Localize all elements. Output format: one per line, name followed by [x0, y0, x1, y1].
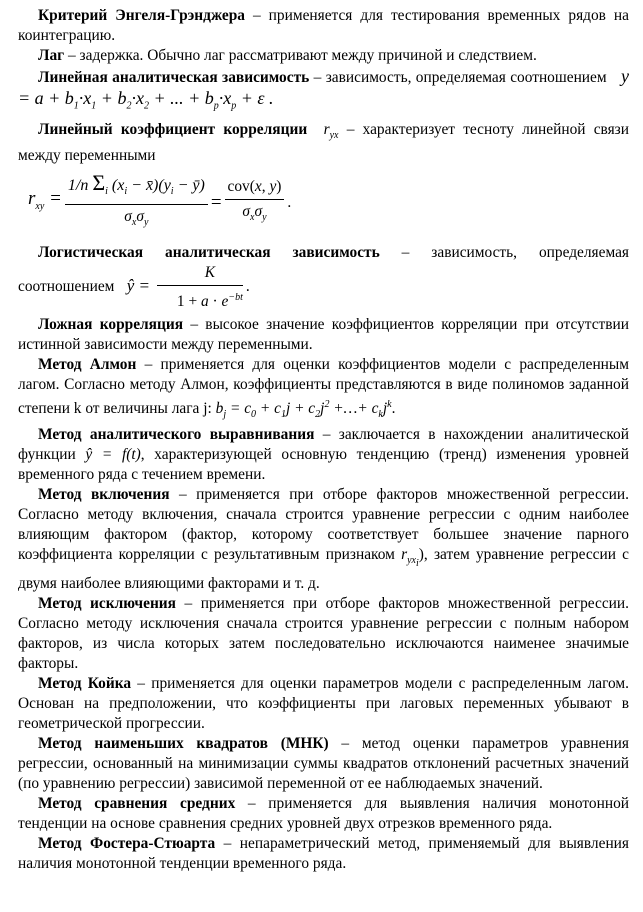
correlation-formula: $r_{xy}$ = 1/n $\Sigma_i$ ($x_i$ − $x̄)(y_i$ − ȳ) $\sigma_x\sigma_y$ = cov(x, y) $\sigma_x\sigma_y$ .	[18, 166, 629, 240]
definition: – заключается в нахождении аналитической функции	[18, 426, 629, 463]
term: Линейная аналитическая зависимость	[38, 69, 310, 86]
term: Метод Койка	[38, 675, 132, 693]
term: Метод наименьших квадратов (МНК)	[38, 735, 329, 753]
term: Линейный коэффициент корреляции	[38, 120, 308, 138]
term: Метод сравнения средних	[38, 795, 236, 813]
definition: – зависимость, определяемая соотношением	[18, 243, 630, 295]
entry-logistic-dependence: Логистическая аналитическая зависимость – зависимость, определяемая соотношением ŷ = $\frac{K}{1 + a \cdot e^{-bt}}$ .	[18, 243, 630, 310]
definition: – характеризует тесноту линейной связи между переменными	[18, 120, 630, 164]
entry-koyck-method	[18, 674, 629, 734]
definition: – метод оценки параметров уравнения регрессии, основанный на минимизации суммы квадратов отклонений расчетных значений (по уравнению регрессии) зависимой переменной от ее наблюдаемых значений.	[18, 735, 629, 793]
term: Метод Алмон	[38, 355, 137, 373]
logistic-fraction: $\frac{K}{1 + a \cdot e^{-bt}}$	[157, 263, 243, 312]
term: Метод исключения	[38, 595, 177, 613]
entry-foster-stuart	[18, 834, 629, 874]
linear-regression-formula: $y = a + b_1\cdot x_1 + b_2\cdot x_2$ + ... + $b_p\cdot x_p + \varepsilon$ .	[18, 66, 629, 112]
entry-analytic-alignment	[18, 425, 629, 485]
entry-linear-dependence	[18, 66, 629, 117]
entry-exclusion-method	[18, 594, 629, 674]
definition: – задержка. Обычно лаг рассматривают между причиной и следствием.	[64, 47, 537, 64]
term: Критерий Энгеля-Грэнджера	[38, 7, 245, 24]
entry-inclusion-method	[18, 485, 629, 594]
definition-end: , характеризующей основную тенденцию (тренд) изменения уровней временного ряда с течением времени.	[18, 446, 629, 483]
entry-spurious-correlation	[18, 315, 629, 355]
definition: – применяется для тестирования временных рядов на коинтеграцию.	[18, 7, 629, 44]
term: Лаг	[38, 47, 65, 64]
definition: – зависимость, определяемая соотношением	[309, 69, 607, 86]
term: Ложная корреляция	[38, 315, 184, 333]
term: Метод включения	[38, 486, 170, 503]
entry-engle-granger	[18, 6, 629, 46]
almon-formula: $b_j = c_0 + c_1j + c_2j^2$ +…+ $c_kj^k$	[215, 398, 392, 420]
symbol-ryx: $r_{yx}$	[315, 120, 339, 141]
entry-correlation-coefficient	[18, 120, 629, 166]
entry-almon-method: Метод Алмон – применяется для оценки коэффициентов модели с распределенным лагом. Согласно методу Алмон, коэффициенты представляются в виде полиномов заданной степени k от величины лага j: $b_j = c_0 + c_1j + c_2j^2$ +…+ $c_kj^k$.	[18, 355, 629, 420]
definition: – применяется при отборе факторов множественной регрессии. Согласно методу исключения сначала строится уравнение регрессии с полным набором факторов, из числа которых затем последовательно исключаются наименее значимые факторы.	[18, 595, 629, 673]
entry-least-squares	[18, 734, 629, 794]
definition: – высокое значение коэффициентов корреляции при отсутствии истинной зависимости между переменными.	[18, 315, 629, 353]
symbol-ryxi: $r_{yx_i}$	[401, 546, 419, 570]
entry-means-comparison	[18, 794, 629, 834]
term: Метод аналитического выравнивания	[38, 426, 315, 443]
term: Метод Фостера-Стюарта	[38, 835, 216, 853]
correlation-fraction: 1/n $\Sigma_i$ ($x_i$ − $x̄)(y_i$ − ȳ) $\sigma_x\sigma_y$	[65, 173, 208, 233]
term: Логистическая аналитическая зависимость	[38, 243, 380, 261]
entry-lag	[18, 46, 629, 66]
definition: – применяется для выявления наличия монотонной тенденции на основе сравнения средних уровней двух отрезков временного ряда.	[18, 795, 629, 833]
definition: – применяется для оценки коэффициентов модели с распределенным лагом. Согласно методу Алмон, коэффициенты представляются в виде полиномов заданной степени k от величины лага j:	[18, 355, 629, 417]
trend-formula: ŷ = f(t)	[85, 446, 141, 463]
covariance-fraction: cov(x, y) $\sigma_x\sigma_y$	[225, 177, 285, 228]
definition: – непараметрический метод, применяемый для выявления наличия монотонной тенденции временного ряда.	[18, 835, 629, 873]
definition: – применяется при отборе факторов множественной регрессии. Согласно методу включения, сначала строится уравнение регрессии с одним наиболее влияющим фактором (фактор, которому соответствует большее значение парного коэффициента корреляции с результативным признаком	[18, 486, 629, 563]
definition-end: ), затем уравнение регрессии с двумя наиболее влияющими факторами и т. д.	[18, 546, 629, 593]
definition: – применяется для оценки параметров модели с распределенным лагом. Основан на предположении, что коэффициенты при лаговых переменных убывают в геометрической прогрессии.	[18, 675, 629, 733]
